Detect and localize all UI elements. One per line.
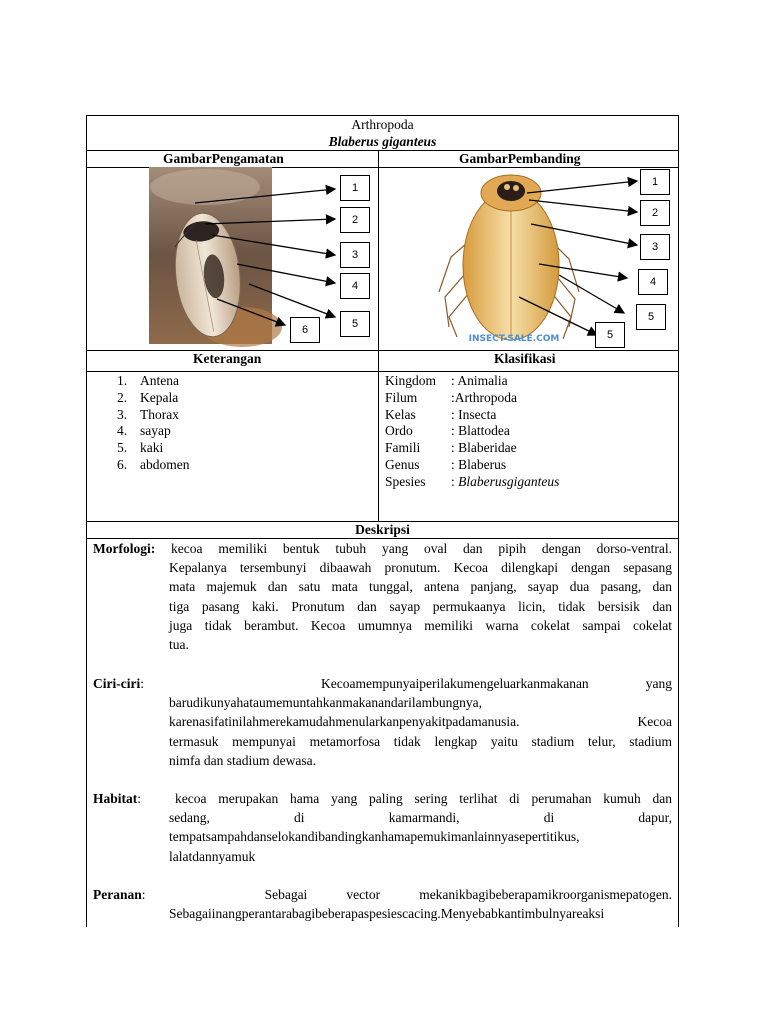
observation-label-6: 6 <box>290 317 320 343</box>
observation-label-1: 1 <box>340 175 370 201</box>
klasifikasi-row: Ordo : Blattodea <box>385 423 510 439</box>
divider <box>87 371 678 372</box>
phylum-title: Arthropoda <box>351 117 414 132</box>
list-item: 4. sayap <box>117 423 171 439</box>
morfologi-paragraph: Morfologi: kecoa memiliki bentuk tubuh yang oval dan pipih dengan dorso-ventral. Kepalanya tersembunyi dibaawah pronutum. Kecoa dilengkapi dengan sepasang mata majemuk dan satu mata tunggal, antena panjang, sayap dua pasang, dan tiga pasang kaki. Pronutum dan sayap permukaanya licin, tidak bersisik dan juga tidak berambut. Kecoa umumnya memiliki warna cokelat sampai cokelat tua. <box>93 541 673 653</box>
klasifikasi-list <box>385 373 559 491</box>
klasifikasi-row: Famili : Blaberidae <box>385 440 517 456</box>
divider <box>87 350 678 351</box>
list-item: 1. Antena <box>117 373 179 388</box>
observation-label-3: 3 <box>340 242 370 268</box>
list-item: 5. kaki <box>117 440 164 456</box>
comparison-figure <box>379 167 680 350</box>
keterangan-header: Keterangan <box>193 351 262 366</box>
ciri-label: Ciri-ciri <box>93 676 141 691</box>
comparison-label-5: 5 <box>636 304 666 330</box>
comparison-label-1: 1 <box>640 169 670 195</box>
morfologi-label: Morfologi: <box>93 541 156 556</box>
comparison-label-5b: 5 <box>595 322 625 348</box>
peranan-label: Peranan <box>93 887 142 902</box>
observation-label-2: 2 <box>340 207 370 233</box>
deskripsi-header: Deskripsi <box>355 522 410 537</box>
observation-label-4: 4 <box>340 273 370 299</box>
klasifikasi-header: Klasifikasi <box>494 351 556 366</box>
klasifikasi-row: Kingdom : Animalia <box>385 373 508 388</box>
habitat-label: Habitat <box>93 791 138 806</box>
list-item: 2. Kepala <box>117 389 179 405</box>
keterangan-list <box>117 373 190 474</box>
klasifikasi-row: Kelas : Insecta <box>385 406 497 422</box>
klasifikasi-row: Spesies : Blaberusgiganteus <box>385 473 560 489</box>
comparison-label-4: 4 <box>638 269 668 295</box>
specimen-table <box>86 115 679 927</box>
watermark: INSECT-SALE.COM <box>468 334 560 344</box>
comparison-label-3: 3 <box>640 234 670 260</box>
observation-figure <box>87 167 378 350</box>
habitat-paragraph: Habitat: kecoa merupakan hama yang paling sering terlihat di perumahan kumuh dan sedang, di kamarmandi, di dapur, tempatsampahdanselokandibandingkanhamapemukimanlainnyasepertitikus, lalatdannyamuk <box>93 791 672 864</box>
ciri-paragraph: Ciri-ciri: Kecoamempunyaiperilakumengeluarkanmakanan yang barudikunyahataumemuntahkanmakanandarilambungnya, karenasifatinilahmerekamudahmenularkanpenyakitpadamanusia. Kecoa termasuk mempunyai metamorfosa tidak lengkap yaitu stadium telur, stadium nimfa dan stadium dewasa. <box>93 676 672 768</box>
observation-label-5: 5 <box>340 311 370 337</box>
comparison-label-2: 2 <box>640 200 670 226</box>
comparison-header: GambarPembanding <box>459 151 581 166</box>
list-item: 3. Thorax <box>117 406 179 422</box>
list-item: 6. abdomen <box>117 456 190 472</box>
species-title: Blaberus giganteus <box>328 134 437 149</box>
klasifikasi-row: Genus : Blaberus <box>385 456 507 472</box>
cockroach-comparison <box>439 175 579 340</box>
observation-header: GambarPengamatan <box>163 151 284 166</box>
peranan-paragraph: Peranan: Sebagai vector mekanikbagibeberapamikroorganismepatogen. Sebagaiinangperantarabagibeberapaspesiescacing.Menyebabkantimbulnyareaksi <box>93 887 672 922</box>
klasifikasi-row: Filum :Arthropoda <box>385 389 517 405</box>
